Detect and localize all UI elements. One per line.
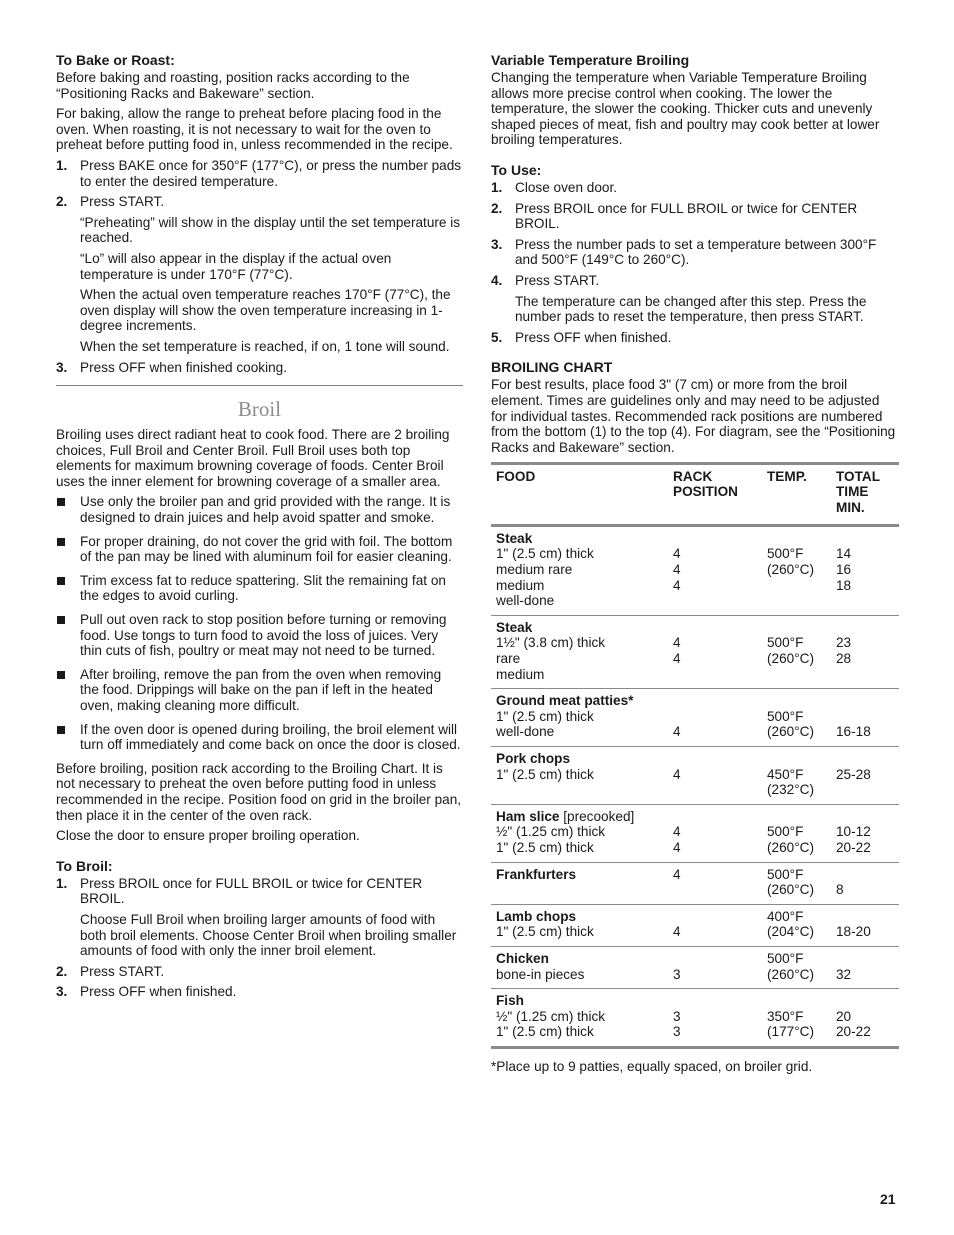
- temp-cell: 400°F (204°C): [767, 908, 814, 940]
- temp-cell: 500°F (260°C): [767, 824, 814, 855]
- food-name: Pork chops: [496, 751, 571, 767]
- bake-steps: [56, 158, 463, 210]
- bullet-square-icon: [57, 538, 65, 546]
- food-cell: [491, 615, 668, 688]
- food-cell: [491, 904, 668, 946]
- rack-cell: 4: [673, 866, 681, 882]
- broil-intro: Broiling uses direct radiant heat to cook food. There are 2 broiling choices, Full Broil and Center Broil. Full Broil uses both top elements for maximum browning coverage of foods. Center Broil uses the inner element for browning coverage of a smaller area.: [56, 427, 450, 489]
- section-divider: [56, 385, 463, 386]
- food-details: 1" (2.5 cm) thick: [496, 766, 594, 782]
- table-row: [491, 689, 899, 747]
- bake-paragraph-2: For baking, allow the range to preheat before placing food in the oven. When roasting, it is not necessary to wait for the oven to preheat before putting food in, unless recommended in the recipe.: [56, 106, 453, 153]
- food-details: 1" (2.5 cm) thick well-done: [496, 708, 594, 740]
- food-details: ½" (1.25 cm) thick 1" (2.5 cm) thick: [496, 824, 606, 855]
- bake-step2-note: “Lo” will also appear in the display if the actual oven temperature is under 170°F (77°C).: [80, 250, 392, 282]
- time-cell: 23 28: [836, 635, 852, 667]
- to-use-step-1: 1. Close oven door.: [491, 179, 618, 195]
- bake-step2-note: When the actual oven temperature reaches 170°F (77°C), the oven display will show the oven temperature increasing in 1-degree increments.: [80, 287, 451, 334]
- food-cell: [491, 689, 668, 747]
- broil-paragraph-2: Before broiling, position rack according to the Broiling Chart. It is not necessary to preheat the oven before putting food in unless recommended in the recipe. Position food on grid in the broiler pan, then place it in the center of the oven rack.: [56, 760, 462, 823]
- food-cell: [491, 862, 668, 904]
- to-use-step-4: 4. Press START.: [491, 272, 600, 288]
- food-name: Ham slice: [496, 808, 560, 824]
- broil-tip: For proper draining, do not cover the grid with foil. The bottom of the pan may be lined with aluminum foil for easier cleaning.: [56, 534, 463, 565]
- food-name: Frankfurters: [496, 866, 577, 882]
- to-use-step-2: 2. Press BROIL once for FULL BROIL or twice for CENTER BROIL.: [491, 200, 858, 232]
- table-row: [491, 804, 899, 862]
- rack-cell: 4 4: [673, 635, 681, 667]
- food-name: Steak: [496, 530, 533, 546]
- table-header-row: [491, 464, 899, 526]
- food-name: Chicken: [496, 950, 549, 966]
- food-details: 1" (2.5 cm) thick: [496, 924, 594, 940]
- rack-cell: 3 3: [673, 1008, 681, 1040]
- table-row: [491, 862, 899, 904]
- column-header: TEMP.: [767, 469, 807, 485]
- table-row: [491, 989, 899, 1048]
- time-cell: 14 16 18: [836, 546, 852, 593]
- broil-tip: If the oven door is opened during broiling, the broil element will turn off immediately and come back on once the door is closed.: [56, 722, 463, 753]
- time-cell: 10-12 20-22: [836, 824, 871, 855]
- time-cell: 20 20-22: [836, 1008, 871, 1040]
- broil-tips-list: [56, 494, 463, 752]
- to-use-step-5: 5. Press OFF when finished.: [491, 329, 672, 345]
- broil-tip: After broiling, remove the pan from the oven when removing the food. Drippings will bake on the pan if left in the heated oven, making cleaning more difficult.: [56, 667, 463, 714]
- column-header: FOOD: [496, 469, 536, 485]
- to-broil-step-1: 1. Press BROIL once for FULL BROIL or twice for CENTER BROIL.: [56, 875, 423, 907]
- temp-cell: 500°F (260°C): [767, 546, 814, 578]
- rack-cell: 4: [673, 924, 681, 940]
- page-number: 21: [880, 1191, 896, 1207]
- food-cell: [491, 804, 668, 862]
- bullet-square-icon: [57, 726, 65, 734]
- broil-tip: Use only the broiler pan and grid provided with the range. It is designed to drain juices and help avoid spatter and smoke.: [56, 494, 463, 525]
- table-row: [491, 747, 899, 805]
- broil-paragraph-3: Close the door to ensure proper broiling operation.: [56, 828, 360, 844]
- table-row: [491, 525, 899, 615]
- to-broil-step-2: 2. Press START.: [56, 963, 165, 979]
- broil-tip: Pull out oven rack to stop position before turning or removing food. Use tongs to turn food to avoid the loss of juices. Very thin cuts of fish, poultry or meat may not need to be turned.: [56, 612, 463, 659]
- chart-footnote: *Place up to 9 patties, equally spaced, on broiler grid.: [491, 1058, 813, 1074]
- bake-step-1: 1. Press BAKE once for 350°F (177°C), or press the number pads to enter the desired temperature.: [56, 157, 462, 189]
- broiling-chart-heading: BROILING CHART: [491, 359, 613, 376]
- food-cell: [491, 747, 668, 805]
- to-use-steps-cont: [491, 330, 899, 346]
- rack-cell: 4: [673, 766, 681, 782]
- to-broil-step1-note: Choose Full Broil when broiling larger amounts of food with both broil elements. Choose Center Broil when broiling smaller amounts of food with only the inner broil element.: [80, 911, 457, 959]
- bake-steps-cont: [56, 360, 463, 376]
- broiling-chart-intro: For best results, place food 3" (7 cm) or more from the broil element. Times are guidelines only and may need to be adjusted for individual tastes. Recommended rack positions are numbered from the bottom (1) to the top (4). For diagram, see the “Positioning Racks and Bakeware” section.: [491, 377, 896, 455]
- right-column: [491, 52, 899, 1080]
- table-body: [491, 525, 899, 1047]
- to-broil-steps-cont: [56, 964, 463, 1000]
- temp-cell: 500°F (260°C): [767, 950, 814, 982]
- bullet-square-icon: [57, 616, 65, 624]
- food-details: ½" (1.25 cm) thick 1" (2.5 cm) thick: [496, 1008, 606, 1040]
- time-cell: 16-18: [836, 724, 871, 740]
- bullet-square-icon: [57, 671, 65, 679]
- time-cell: 32: [836, 966, 852, 982]
- bake-step2-note: “Preheating” will show in the display until the set temperature is reached.: [80, 214, 461, 246]
- rack-cell: 4 4 4: [673, 546, 681, 593]
- to-broil-steps: [56, 876, 463, 907]
- rack-cell: 3: [673, 966, 681, 982]
- broiling-chart-table: [491, 462, 899, 1049]
- to-use-step4-note: The temperature can be changed after this step. Press the number pads to reset the temperature, then press START.: [515, 293, 867, 325]
- table-row: [491, 615, 899, 688]
- food-cell: [491, 989, 668, 1048]
- to-broil-step-3: 3. Press OFF when finished.: [56, 984, 237, 1000]
- time-cell: 25-28: [836, 766, 871, 782]
- food-cell: [491, 525, 668, 615]
- column-header: TOTAL TIME MIN.: [836, 469, 881, 515]
- food-name: Steak: [496, 619, 533, 635]
- to-use-step-3: 3. Press the number pads to set a temperature between 300°F and 500°F (149°C to 260°C).: [491, 236, 877, 268]
- temp-cell: 500°F (260°C): [767, 866, 814, 898]
- bullet-square-icon: [57, 498, 65, 506]
- temp-cell: 500°F (260°C): [767, 708, 814, 740]
- table-row: [491, 904, 899, 946]
- vtb-heading: Variable Temperature Broiling: [491, 52, 690, 68]
- column-header: RACK POSITION: [673, 469, 738, 500]
- to-use-steps: [491, 180, 899, 289]
- broil-tip: Trim excess fat to reduce spattering. Slit the remaining fat on the edges to avoid curling.: [56, 573, 463, 604]
- temp-cell: 500°F (260°C): [767, 635, 814, 667]
- table-row: [491, 946, 899, 988]
- left-column: [56, 52, 463, 1005]
- food-name: Lamb chops: [496, 908, 577, 924]
- rack-cell: 4 4: [673, 824, 681, 855]
- temp-cell: 450°F (232°C): [767, 766, 814, 798]
- bake-step-3: 3. Press OFF when finished cooking.: [56, 359, 288, 375]
- bake-heading: To Bake or Roast:: [56, 52, 175, 68]
- food-cell: [491, 946, 668, 988]
- food-note: [precooked]: [559, 808, 635, 824]
- food-details: 1" (2.5 cm) thick medium rare medium well-done: [496, 546, 594, 609]
- food-details: bone-in pieces: [496, 966, 585, 982]
- bake-step-2: 2. Press START.: [56, 194, 165, 210]
- vtb-paragraph: Changing the temperature when Variable Temperature Broiling allows more precise control when cooking. The lower the temperature, the slower the cooking. Thicker cuts and unevenly shaped pieces of meat, fish and poultry may cook better at lower broiling temperatures.: [491, 70, 880, 148]
- temp-cell: 350°F (177°C): [767, 1008, 814, 1040]
- food-name: Ground meat patties*: [496, 693, 634, 709]
- to-use-heading: To Use:: [491, 161, 542, 178]
- food-details: 1½" (3.8 cm) thick rare medium: [496, 635, 606, 682]
- broil-section-title: Broil: [237, 397, 282, 422]
- bake-step2-note: When the set temperature is reached, if on, 1 tone will sound.: [80, 338, 450, 354]
- bake-paragraph-1: Before baking and roasting, position racks according to the “Positioning Racks and Bakeware” section.: [56, 70, 410, 101]
- food-name: Fish: [496, 993, 524, 1009]
- time-cell: 18-20: [836, 924, 871, 940]
- to-broil-heading: To Broil:: [56, 857, 113, 874]
- rack-cell: 4: [673, 724, 681, 740]
- bullet-square-icon: [57, 577, 65, 585]
- time-cell: 8: [836, 882, 844, 898]
